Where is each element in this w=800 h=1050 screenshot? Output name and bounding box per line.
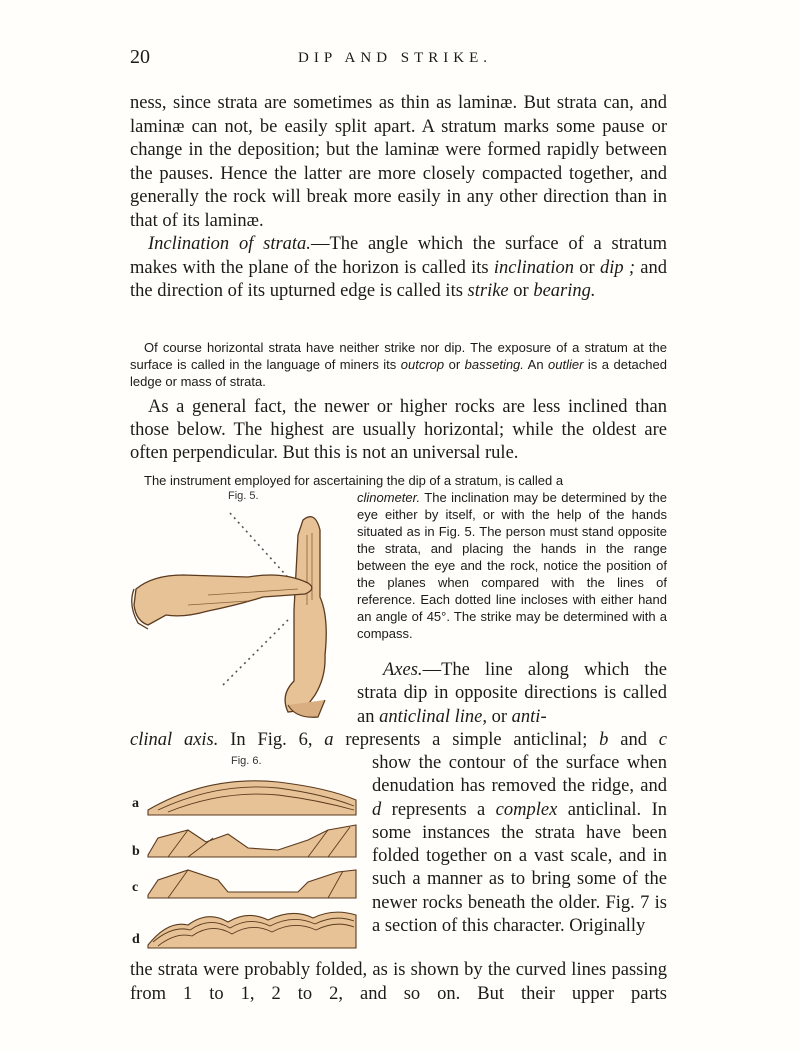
paragraph-axes-column: Axes.—The line along which the strata dip in opposite directions is called an anticlinal line, or anti- [357,660,667,727]
paragraph-inclination: Inclination of strata.—The angle which the surface of a stratum makes with the plane of the horizon is called its inclination or dip ; and the direction of its upturned edge is called its strike or bearing. [130,234,668,301]
paragraph-laminae [130,92,667,304]
section-label-c: c [132,880,139,895]
paragraph-axes-column-2: show the contour of the surface when denudation has removed the ridge, and d represents a complex anticlinal. In some instances the strata have been folded together on a vast scale, and in such a manner as to bring some of the newer rocks beneath the older. Fig. 7 is a section of this character. Originally [372,753,667,937]
note-outcrop: Of course horizontal strata have neither strike nor dip. The exposure of a stratum at the surface is called in the language of miners its outcrop or basseting. An outlier is a detached ledge or mass of strata. [130,340,667,389]
section-c [148,870,356,898]
figure-6-label: Fig. 6. [231,755,262,767]
paragraph-axes-last: the strata were probably folded, as is shown by the curved lines passing from 1 to 1, 2 to 2, and so on. But their upper parts [130,960,667,1004]
section-label-d: d [132,932,140,947]
section-label-b: b [132,844,140,859]
figure-5-label: Fig. 5. [228,490,259,502]
figure-6-anticlinal-sections [128,770,360,950]
running-title: DIP AND STRIKE. [298,50,493,66]
paragraph-axes-fullline: clinal axis. In Fig. 6, a represents a simple anticlinal; b and c [130,730,668,750]
section-a [148,781,356,815]
figure-5-hands-illustration [128,505,356,720]
section-label-a: a [132,796,139,811]
note-clinometer-line1: The instrument employed for ascertaining the dip of a stratum, is called a [144,473,564,488]
section-heading-inclination: Inclination of strata. [148,234,311,254]
section-heading-axes: Axes. [383,660,423,680]
paragraph-text: ness, since strata are sometimes as thin as laminæ. But strata can, and laminæ can not, be easily split apart. A stratum marks some pause or change in the deposition; but the laminæ were formed rapidly between the pauses. Hence the latter are more closely compacted together, and generally the rock will break more easily in any other direction than in that of its laminæ. [130,93,667,231]
note-clinometer-column: clinometer. The inclination may be determined by the eye either by itself, or with the help of the hands situated as in Fig. 5. The person must stand opposite the strata, and placing the hands in the range between the eye and the rock, notice the position of the planes when compared with the lines of reference. Each dotted line incloses with either hand an angle of 45°. The strike may be determined with a compass. [357,490,667,641]
paragraph-newer-rocks: As a general fact, the newer or higher rocks are less inclined than those below. The highest are usually horizontal; while the oldest are often perpendicular. But this is not an universal rule. [130,397,667,463]
section-d [148,912,356,948]
page-number: 20 [130,46,150,68]
section-b [148,825,356,857]
